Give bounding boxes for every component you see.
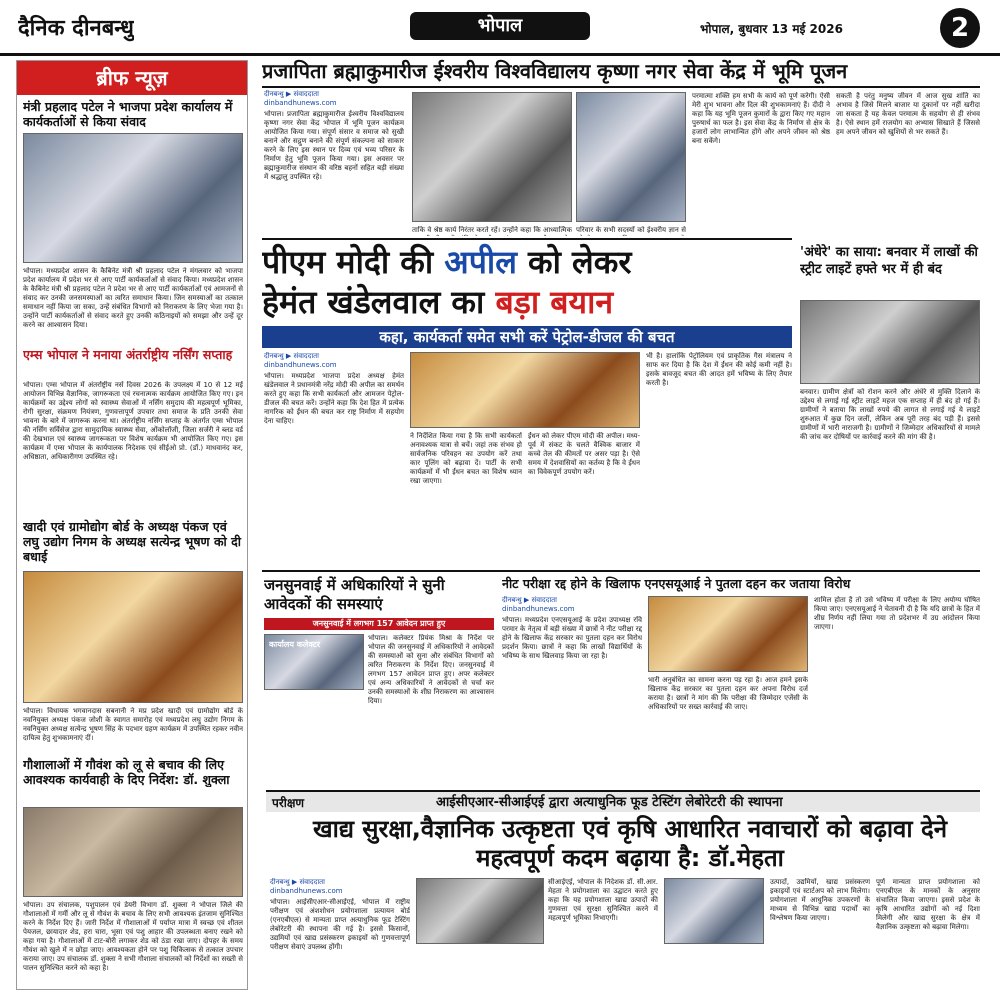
food-byline-web: dinbandhunews.com	[270, 887, 343, 895]
modi-text-col1: भोपाल। मध्यप्रदेश भाजपा प्रदेश अध्यक्ष हेमंत खंडेलवाल ने प्रधानमंत्री नरेंद्र मोदी की अपील का समर्थन करते हुए कहा कि सभी कार्यकर्ता और आमजन पेट्रोल-डीजल की बचत करें। उन्होंने कहा कि देश हित में प्रत्येक नागरिक को ईंधन की बचत कर राष्ट्र निर्माण में सहयोग देना चाहिए।	[264, 372, 404, 425]
jansunwai-photo	[264, 634, 364, 690]
jansunwai-headline: जनसुनवाई में अधिकारियों ने सुनी आवेदकों की समस्याएं	[264, 576, 445, 613]
brief-news-column	[16, 60, 248, 990]
food-text-col1: भोपाल। आईसीएआर-सीआईएई, भोपाल में राष्ट्रीय परीक्षण एवं अंशशोधन प्रयोगशाला प्रत्यायन बोर्ड (एनएबीएल) से मान्यता प्राप्त अत्याधुनिक फूड टेस्टिंग लेबोरेटरी की स्थापना की गई है। इससे किसानों, उद्यमियों एवं खाद्य प्रसंस्करण इकाइयों को गुणवत्तापूर्ण परीक्षण सेवाएं उपलब्ध होंगी।	[270, 898, 410, 951]
modi-headline	[262, 242, 792, 322]
jansunwai-text: भोपाल। कलेक्टर प्रियंक मिश्रा के निर्देश पर भोपाल की जनसुनवाई में अधिकारियों ने आवेदकों की समस्याओं को सुना और संबंधित विभागों को त्वरित निराकरण के निर्देश दिए। जनसुनवाई में लगभग 157 आवेदन प्राप्त हुए। अपर कलेक्टर एवं अन्य अधिकारियों ने आवेदकों से चर्चा कर उनकी समस्याओं के शीघ्र निराकरण का आश्वासन दिया।	[368, 634, 494, 705]
food-headline: खाद्य सुरक्षा,वैज्ञानिक उत्कृष्टता एवं कृषि आधारित नवाचारों को बढ़ावा देने महत्वपूर्ण कदम बढ़ाया है: डॉ.मेहता	[312, 815, 948, 872]
brief-photo-3	[23, 571, 243, 703]
andhere-text: बनवार। ग्रामीण क्षेत्रों को रोशन करने और अंधेरे से मुक्ति दिलाने के उद्देश्य से लगाई गई स्ट्रीट लाइटें महज एक सप्ताह में ही बंद हो गई हैं। ग्रामीणों ने बताया कि लाखों रुपये की लागत से लगाई गई ये लाइटें शुरुआत में कुछ दिन जलीं, लेकिन अब पूरी तरह बंद पड़ी हैं। इससे ग्रामीणों में भारी नाराजगी है। ग्रामीणों ने जिम्मेदार अधिकारियों से मामले की जांच कर दोषियों पर कार्रवाई करने की मांग की है।	[800, 388, 980, 441]
neet-headline: नीट परीक्षा रद्द होने के खिलाफ एनएसयूआई ने पुतला दहन कर जताया विरोध	[502, 576, 851, 591]
modi-headline-blue: अपील	[444, 243, 517, 281]
lead-text-col4: परमात्मा शक्ति हम सभी के कार्य को पूर्ण करेगी। ऐसी मेरी शुभ भावना और दिल की शुभकामनाएं हैं। दीदी ने कहा कि यह भूमि पूजन कुमारों के द्वारा किए गए महान पुरुषार्थ का फल है। इस सेवा केंद्र के निर्माण से क्षेत्र के हजारों लोग लाभान्वित होंगे और अपने जीवन को श्रेष्ठ बना सकेंगे।	[692, 92, 830, 145]
food-tag: परीक्षण	[272, 796, 305, 810]
lead-byline-block	[264, 90, 404, 108]
brief-headline-2: एम्स भोपाल ने मनाया अंतर्राष्ट्रीय नर्सिंग सप्ताह	[23, 347, 233, 362]
modi-byline: दीनबन्धु ▶ संवाददाता	[264, 352, 319, 360]
lead-text-col1: भोपाल। प्रजापिता ब्रह्माकुमारीज ईश्वरीय विश्वविद्यालय कृष्णा नगर सेवा केंद्र भोपाल में भूमि पूजन कार्यक्रम आयोजित किया गया। संपूर्ण संसार व समाज को सुखी बनाने और सद्गुण बनाने की संपूर्ण संकल्पना को साकार करने के लिए इस स्थान पर दिव्य एवं भव्य परिसर के निर्माण हेतु भूमि पूजन किया गया। इस अवसर पर ब्रह्माकुमारीज संस्थान की वरिष्ठ बहनों सहित बड़ी संख्या में श्रद्धालु उपस्थित रहे।	[264, 110, 404, 181]
neet-byline-web: dinbandhunews.com	[502, 605, 575, 613]
brief-photo-1	[23, 133, 243, 263]
modi-subheadline: कहा, कार्यकर्ता समेत सभी करें पेट्रोल-डीजल की बचत	[262, 326, 792, 348]
brief-headline-4: गौशालाओं में गौवंश को लू से बचाव की लिए आवश्यक कार्यवाही के दिए निर्देश: डॉ. शुक्ला	[23, 757, 230, 787]
food-byline-block	[270, 878, 410, 896]
modi-top-rule	[262, 238, 792, 240]
brief-headline-3: खादी एवं ग्रामोद्योग बोर्ड के अध्यक्ष पंकज एवं लघु उद्योग निगम के अध्यक्ष सत्येन्द्र भूषण को दी बधाई	[23, 519, 242, 564]
neet-text-col2: भारी अनुबंधित का सामना करना पड़ रहा है। आज हमने इसके खिलाफ केंद्र सरकार का पुतला दहन कर अपना विरोध दर्ज कराया है। छात्रों ने मांग की कि परीक्षा की जिम्मेदार एजेंसी के अधिकारियों पर सख्त कार्रवाई की जाए।	[648, 676, 808, 711]
andhere-photo	[800, 300, 980, 384]
brief-text-1: भोपाल। मध्यप्रदेश शासन के कैबिनेट मंत्री श्री प्रहलाद पटेल ने मंगलवार को भाजपा प्रदेश कार्यालय में प्रदेश भर से आए पार्टी कार्यकर्ताओं से संवाद किया। मध्यप्रदेश शासन के कैबिनेट मंत्री श्री प्रहलाद पटेल ने प्रदेश भर से आए पार्टी कार्यकर्ताओं एवं आमजनों से संवाद कर उनकी जनसमस्याओं का त्वरित समाधान किया। जिन समस्याओं का तत्काल समाधान नहीं किया जा सका, उन्हें संबंधित विभागों को निराकरण के लिए भेजा गया है। उन्होंने पार्टी कार्यकर्ताओं से संवाद करते हुए उनकी कठिनाइयों को समझा और उन्हें दूर करने का आश्वासन दिया।	[23, 267, 243, 329]
neet-photo	[648, 596, 808, 672]
modi-headline-part2: को लेकर	[516, 243, 632, 281]
lead-byline-web: dinbandhunews.com	[264, 99, 337, 107]
modi-text-col2: ने निर्देशित किया गया है कि सभी कार्यकर्ता अनावश्यक यात्रा से बचें। जहां तक संभव हो सार्वजनिक परिवहन का उपयोग करें तथा कार पूलिंग को बढ़ावा दें। पार्टी के सभी कार्यक्रमों में भी ईंधन बचत का विशेष ध्यान रखा जाएगा।	[410, 432, 522, 485]
andhere-headline: 'अंधेरे' का साया: बनवार में लाखों की स्ट्रीट लाइटें हफ्ते भर में ही बंद	[800, 245, 978, 277]
neet-byline: दीनबन्धु ▶ संवाददाता	[502, 596, 557, 604]
modi-photo	[410, 352, 640, 428]
food-photo-2	[664, 878, 764, 944]
lead-byline: दीनबन्धु ▶ संवाददाता	[264, 90, 319, 98]
modi-headline-red: बड़ा बयान	[495, 283, 614, 321]
dateline: भोपाल, बुधवार 13 मई 2026	[700, 22, 843, 36]
neet-byline-block	[502, 596, 642, 614]
food-byline: दीनबन्धु ▶ संवाददाता	[270, 878, 325, 886]
modi-text-col4: भी है। हालांकि पेट्रोलियम एवं प्राकृतिक गैस मंत्रालय ने साफ कर दिया है कि देश में ईंधन की कोई कमी नहीं है। इसके बावजूद बचत की आदत हमें भविष्य के लिए तैयार करती है।	[646, 352, 792, 387]
brief-news-title: ब्रीफ न्यूज़	[17, 61, 247, 95]
lead-text-col5: सकती है परंतु मनुष्य जीवन में आज सुख शांति का अभाव है जिसे मिलने बाजार या दुकानों पर नहीं खरीदा जा सकता है यह केवल परमात्म के सहयोग से ही संभव है। ऐसे स्थान हमें राजयोग का अभ्यास सिखाते हैं जिससे हम अपने जीवन को खुशियों से भर सकते हैं।	[836, 92, 980, 136]
food-text-col3: उत्पादों, उद्यमियों, खाद्य प्रसंस्करण इकाइयों एवं स्टार्टअप को लाभ मिलेगा। प्रयोगशाला में आधुनिक उपकरणों के माध्यम से विभिन्न खाद्य पदार्थों का विश्लेषण किया जाएगा।	[770, 878, 870, 922]
lead-photo-1	[412, 92, 572, 222]
brief-photo-4	[23, 807, 243, 897]
lead-text-col2: ताकि वे श्रेष्ठ कार्य निरंतर करते रहें। उन्होंने कहा कि आध्यात्मिक	[412, 226, 572, 234]
modi-text-col3: ईंधन को लेकर पीएम मोदी की अपील। मध्य-पूर्व में संकट के चलते वैश्विक बाजार में कच्चे तेल की कीमतों पर असर पड़ा है। ऐसे समय में देशवासियों का कर्तव्य है कि वे ईंधन का विवेकपूर्ण उपयोग करें।	[528, 432, 640, 476]
neet-text-col3: शामिल होता है तो उसे भविष्य में परीक्षा के लिए अयोग्य घोषित किया जाए। एनएसयूआई ने चेतावनी दी है कि यदि छात्रों के हित में शीघ्र निर्णय नहीं लिया गया तो प्रदेशभर में उग्र आंदोलन किया जाएगा।	[814, 596, 980, 631]
brief-text-4: भोपाल। उप संचालक, पशुपालन एवं डेयरी विभाग डॉ. शुक्ला ने भोपाल जिले की गौशालाओं में गर्मी और लू से गौवंश के बचाव के लिए सभी आवश्यक इंतजाम सुनिश्चित करने के निर्देश दिए हैं। जारी निर्देश में गौशालाओं में पर्याप्त मात्रा में स्वच्छ एवं शीतल पेयजल, छायादार शेड, हरा चारा, भूसा एवं पशु आहार की उपलब्धता बनाए रखने को कहा गया है। गौशालाओं में टाट-बोरी लगाकर शेड को ठंडा रखा जाए। दोपहर के समय गौवंश को खुले में न छोड़ा जाए। आवश्यकता होने पर पशु चिकित्सक से तत्काल उपचार कराया जाए। उप संचालक डॉ. शुक्ला ने सभी गौशाला संचालकों को निर्देशों का सख्ती से पालन सुनिश्चित करने को कहा है।	[23, 901, 243, 972]
page-number: 2	[940, 8, 980, 48]
food-photo-1	[416, 878, 544, 944]
modi-headline-line2: हेमंत खंडेलवाल का	[262, 283, 496, 321]
lead-rule	[262, 86, 980, 88]
lead-text-col3: परिवार के सभी सदस्यों को ईश्वरीय ज्ञान से	[576, 226, 686, 234]
food-subhead: आईसीएआर-सीआईएई द्वारा अत्याधुनिक फूड टेस्टिंग लेबोरेटरी की स्थापना	[436, 795, 783, 810]
food-section-bar	[266, 790, 980, 812]
jansunwai-photo-caption: कार्यालय कलेक्टर	[269, 640, 321, 649]
jansunwai-subhead: जनसुनवाई में लगभग 157 आवेदन प्राप्त हुए	[264, 618, 494, 630]
food-text-col4: पूर्ण मान्यता प्राप्त प्रयोगशाला को एनएबीएल के मानकों के अनुसार संचालित किया जाएगा। इससे प्रदेश के कृषि आधारित उद्योगों को नई दिशा मिलेगी और खाद्य सुरक्षा के क्षेत्र में वैज्ञानिक उत्कृष्टता को बढ़ावा मिलेगा।	[876, 878, 980, 931]
brief-text-2: भोपाल। एम्स भोपाल में अंतर्राष्ट्रीय नर्स दिवस 2026 के उपलक्ष्य में 10 से 12 मई आयोजन विभिन्न वैज्ञानिक, जागरूकता एवं रचनात्मक कार्यक्रम आयोजित किए गए। इन कार्यक्रमों का उद्देश्य लोगों को स्वास्थ्य सेवाओं में नर्सिंग समुदाय की महत्वपूर्ण भूमिका, रोगी सुरक्षा, संक्रमण नियंत्रण, गुणवत्तापूर्ण उपचार तथा समाज के प्रति उनकी सेवा भावना के बारे में जागरूक करना था। अंतर्राष्ट्रीय नर्सिंग सप्ताह के अंतर्गत एम्स भोपाल की नर्सिंग सर्विसेज द्वारा सामुदायिक स्वास्थ्य सेवा, ओंकोलॉजी, जिला सर्जरी ने ब्लड वर्ड की देखभाल एवं स्वास्थ्य जागरूकता पर विशेष कार्यक्रम भी आयोजित किए गए। इस कार्यक्रम में एम्स भोपाल के कार्यपालक निदेशक एवं सीईओ प्रो. (डॉ.) माधवानंद कर, अधिष्ठाता, अधिकारीगण उपस्थित रहे।	[23, 381, 243, 461]
neet-text-col1: भोपाल। मध्यप्रदेश एनएसयूआई के प्रदेश उपाध्यक्ष रवि परमार के नेतृत्व में बड़ी संख्या में छात्रों ने नीट परीक्षा रद्द होने के खिलाफ केंद्र सरकार का पुतला दहन कर विरोध प्रदर्शन किया। छात्रों ने कहा कि लाखों विद्यार्थियों के भविष्य के साथ खिलवाड़ किया जा रहा है।	[502, 616, 642, 660]
modi-headline-part1: पीएम मोदी की	[262, 243, 445, 281]
lead-photo-2	[576, 92, 686, 222]
modi-byline-web: dinbandhunews.com	[264, 361, 337, 369]
masthead	[0, 0, 1000, 56]
food-text-col2: सीआईएई, भोपाल के निदेशक डॉ. सी.आर. मेहता ने प्रयोगशाला का उद्घाटन करते हुए कहा कि यह प्रयोगशाला खाद्य उत्पादों की गुणवत्ता एवं सुरक्षा सुनिश्चित करने में महत्वपूर्ण भूमिका निभाएगी।	[548, 878, 658, 922]
modi-byline-block	[264, 352, 404, 370]
brief-headline-1: मंत्री प्रहलाद पटेल ने भाजपा प्रदेश कार्यालय में कार्यकर्ताओं से किया संवाद	[23, 99, 233, 129]
lower-rule	[262, 570, 980, 572]
newspaper-brand: दैनिक दीनबन्धु	[18, 16, 134, 41]
brief-text-3: भोपाल। विधायक भगवानदास सबनानी ने मप्र प्रदेश खादी एवं ग्रामोद्योग बोर्ड के नवनियुक्त अध्यक्ष पंकज जोशी के स्वागत समारोह एवं मध्यप्रदेश लघु उद्योग निगम के नवनियुक्त अध्यक्ष सत्येन्द्र भूषण सिंह के पदभार ग्रहण कार्यक्रम में उपस्थित रहकर नवीन दायित्व हेतु शुभकामनाएं दीं।	[23, 707, 243, 742]
section-label: भोपाल	[410, 12, 590, 40]
lead-headline: प्रजापिता ब्रह्माकुमारीज ईश्वरीय विश्वविद्यालय कृष्णा नगर सेवा केंद्र में भूमि पूजन	[262, 59, 848, 83]
